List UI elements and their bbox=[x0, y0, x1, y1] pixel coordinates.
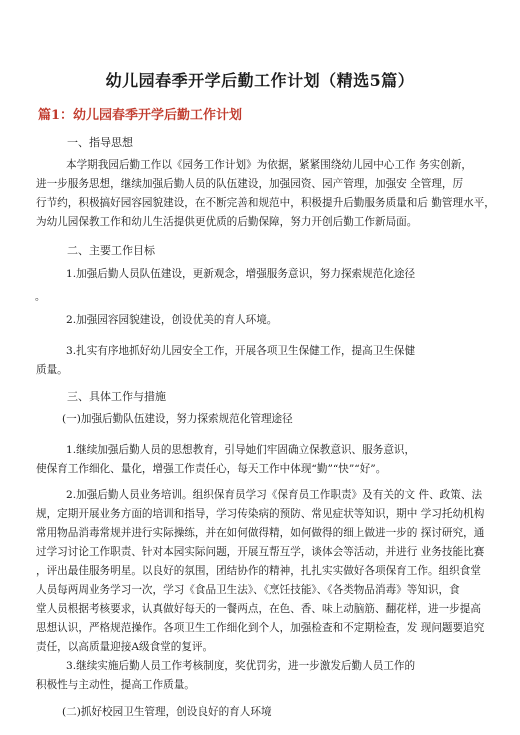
paragraph-line: 进一步服务思想，继续加强后勤人员的队伍建设，加强园资、园产管理，加强安 全管理，厉 bbox=[36, 178, 464, 190]
paragraph-line: 责任，以高质量迎接A级食堂的复评。 bbox=[36, 641, 214, 653]
section-heading-guiding-thought: 一、指导思想 bbox=[67, 136, 133, 149]
paragraph-line: ，评出最佳服务明星。以良好的氛围，团结协作的精神，扎扎实实做好各项保育工作。组织食堂 bbox=[36, 565, 481, 577]
measure-3 bbox=[36, 657, 484, 695]
paragraph-line: 过学习讨论工作职责、针对本园实际问题，开展互帮互学，谈体会等活动，并进行 业务技能比赛 bbox=[36, 546, 485, 558]
article-subtitle: 篇1：幼儿园春季开学后勤工作计划 bbox=[38, 108, 243, 123]
paragraph-line: 2.加强后勤人员业务培训。组织保育员学习《保育员工作职责》及有关的文 件、政策、法 bbox=[66, 489, 483, 501]
document-title: 幼儿园春季开学后勤工作计划（精选5篇） bbox=[105, 71, 415, 90]
paragraph-line: 3.继续实施后勤人员工作考核制度，奖优罚劣，进一步激发后勤人员工作的 bbox=[66, 660, 416, 672]
section-heading-measures: 三、具体工作与措施 bbox=[67, 390, 166, 403]
goal-2 bbox=[36, 311, 484, 330]
paragraph-line: 使保育工作细化、量化，增强工作责任心，每天工作中体现“勤”“快”“好”。 bbox=[36, 463, 387, 475]
paragraph-line: 为幼儿园保教工作和幼儿生活提供更优质的后勤保障，努力开创后勤工作新局面。 bbox=[36, 216, 418, 228]
paragraph-line: 积极性与主动性，提高工作质量。 bbox=[36, 679, 195, 691]
measure-2 bbox=[36, 486, 484, 657]
paragraph-line: 思想认识，严格规范操作。各项卫生工作细化到个人，加强检查和不定期检查，发 现问题要追究 bbox=[36, 622, 485, 634]
paragraph-line: 堂人员根据考核要求，认真做好每天的一餐两点，在色、香、味上动脑筋、翻花样，进一步提高 bbox=[36, 603, 481, 615]
paragraph-line: 行节约，积极搞好园容园貌建设，在不断完善和规范中，积极提升后勤服务质量和后 勤管理水平， bbox=[36, 197, 495, 209]
subsection-heading-hygiene bbox=[36, 703, 484, 722]
paragraph-line: 3.扎实有序地抓好幼儿园安全工作，开展各项卫生保健工作，提高卫生保健 bbox=[66, 345, 416, 357]
paragraph-line: (一)加强后勤队伍建设，努力探索规范化管理途径 bbox=[62, 413, 293, 425]
paragraph-line: 1.继续加强后勤人员的思想教育，引导她们牢固确立保教意识、服务意识， bbox=[66, 444, 416, 456]
paragraph-line: 1.加强后勤人员队伍建设，更新观念，增强服务意识，努力探索规范化途径 bbox=[66, 268, 416, 280]
goal-1-tail: 。 bbox=[35, 292, 45, 303]
paragraph-line: 人员每两周业务学习一次，学习《食品卫生法》、《烹饪技能》、《各类物品消毒》等知识，食 bbox=[36, 584, 460, 596]
paragraph-line: 质量。 bbox=[36, 364, 68, 376]
goal-3 bbox=[36, 342, 484, 380]
section-heading-main-goals: 二、主要工作目标 bbox=[67, 244, 155, 257]
paragraph-line: 常用物品消毒常规并进行实际操练，并在如何做得精，如何做得的细上做进一步的 探讨研究，通 bbox=[36, 527, 485, 539]
measure-1 bbox=[36, 441, 484, 479]
paragraph-line: 规，定期开展业务方面的培训和指导，学习传染病的预防、常见症状等知识，期中 学习托幼机构 bbox=[36, 508, 485, 520]
subsection-heading-team bbox=[36, 410, 484, 429]
paragraph-line: (二)抓好校园卫生管理，创设良好的育人环境 bbox=[62, 706, 272, 718]
goal-1 bbox=[36, 265, 484, 284]
paragraph-line: 本学期我园后勤工作以《园务工作计划》为依据，紧紧围绕幼儿园中心工作 务实创新， bbox=[66, 159, 472, 171]
paragraph-guiding-thought bbox=[36, 156, 495, 232]
paragraph-line: 2.加强园容园貌建设，创设优美的育人环境。 bbox=[66, 314, 278, 326]
